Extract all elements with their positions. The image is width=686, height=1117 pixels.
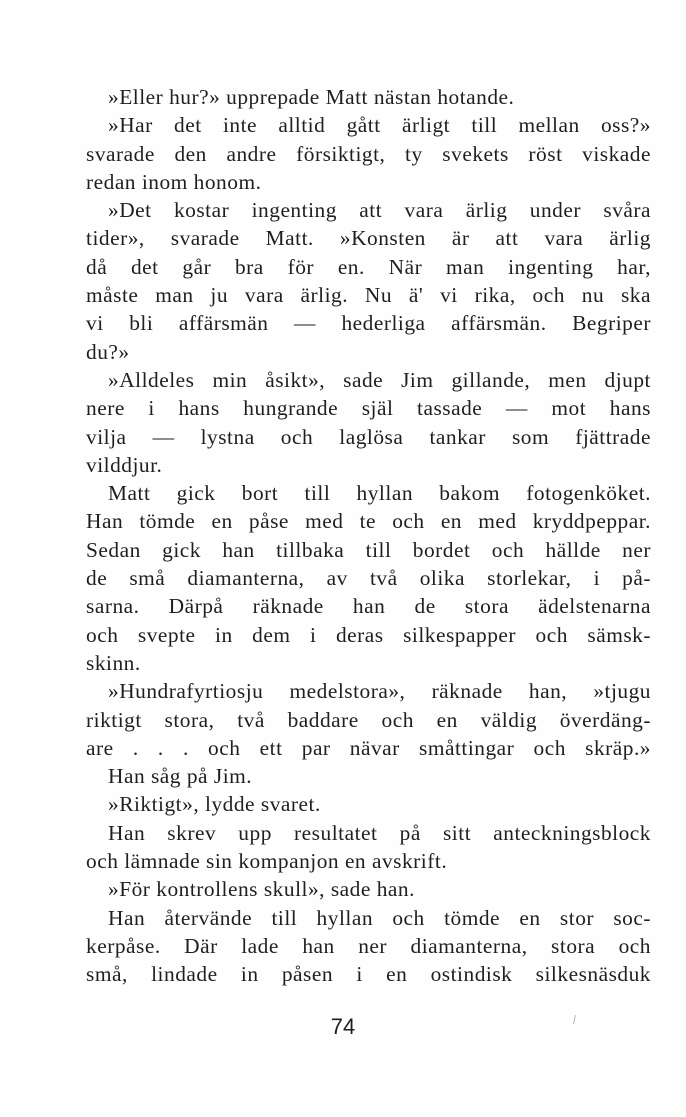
- text-line: vi bli affärsmän — hederliga affärsmän. Begriper: [86, 311, 651, 336]
- text-line: små, lindade in påsen i en ostindisk silkesnäsduk: [86, 962, 651, 987]
- text-line: redan inom honom.: [86, 169, 262, 194]
- text-line: du?»: [86, 339, 130, 364]
- text-line: »Riktigt», lydde svaret.: [108, 792, 321, 817]
- text-line: då det går bra för en. När man ingenting har,: [86, 254, 651, 279]
- page-number: 74: [330, 1014, 356, 1039]
- text-line: »Hundrafyrtiosju medelstora», räknade han, »tjugu: [108, 679, 651, 704]
- text-line: de små diamanterna, av två olika storlekar, i på-: [86, 566, 651, 591]
- text-line: vilja — lystna och laglösa tankar som fjättrade: [86, 424, 651, 449]
- text-line: måste man ju vara ärlig. Nu ä' vi rika, och nu ska: [86, 283, 651, 308]
- text-line: »Det kostar ingenting att vara ärlig under svåra: [108, 198, 651, 223]
- text-line: vilddjur.: [86, 452, 163, 477]
- text-line: »Har det inte alltid gått ärligt till mellan oss?»: [108, 113, 651, 138]
- text-line: sarna. Därpå räknade han de stora ädelstenarna: [86, 594, 651, 619]
- text-line: Han återvände till hyllan och tömde en stor soc-: [108, 905, 651, 930]
- text-line: och svepte in dem i deras silkespapper och sämsk-: [86, 622, 651, 647]
- text-line: svarade den andre försiktigt, ty svekets röst viskade: [86, 141, 651, 166]
- text-line: are . . . och ett par nävar småttingar och skräp.»: [86, 735, 651, 760]
- text-line: Sedan gick han tillbaka till bordet och hällde ner: [86, 537, 651, 562]
- text-line: Han skrev upp resultatet på sitt anteckningsblock: [108, 820, 651, 845]
- text-line: nere i hans hungrande själ tassade — mot hans: [86, 396, 651, 421]
- text-line: och lämnade sin kompanjon en avskrift.: [86, 849, 448, 874]
- text-line: »Alldeles min åsikt», sade Jim gillande, men djupt: [108, 367, 651, 392]
- text-line: tider», svarade Matt. »Konsten är att vara ärlig: [86, 226, 651, 251]
- text-line: »För kontrollens skull», sade han.: [108, 877, 415, 902]
- text-line: Matt gick bort till hyllan bakom fotogenköket.: [108, 481, 651, 506]
- text-line: kerpåse. Där lade han ner diamanterna, stora och: [86, 933, 651, 958]
- text-line: »Eller hur?» upprepade Matt nästan hotande.: [108, 85, 515, 109]
- body-text: [86, 83, 651, 989]
- text-line: riktigt stora, två baddare och en väldig överdäng-: [86, 707, 651, 732]
- text-line: Han såg på Jim.: [108, 764, 253, 789]
- text-line: Han tömde en påse med te och en med kryddpeppar.: [86, 509, 651, 534]
- text-line: skinn.: [86, 650, 141, 675]
